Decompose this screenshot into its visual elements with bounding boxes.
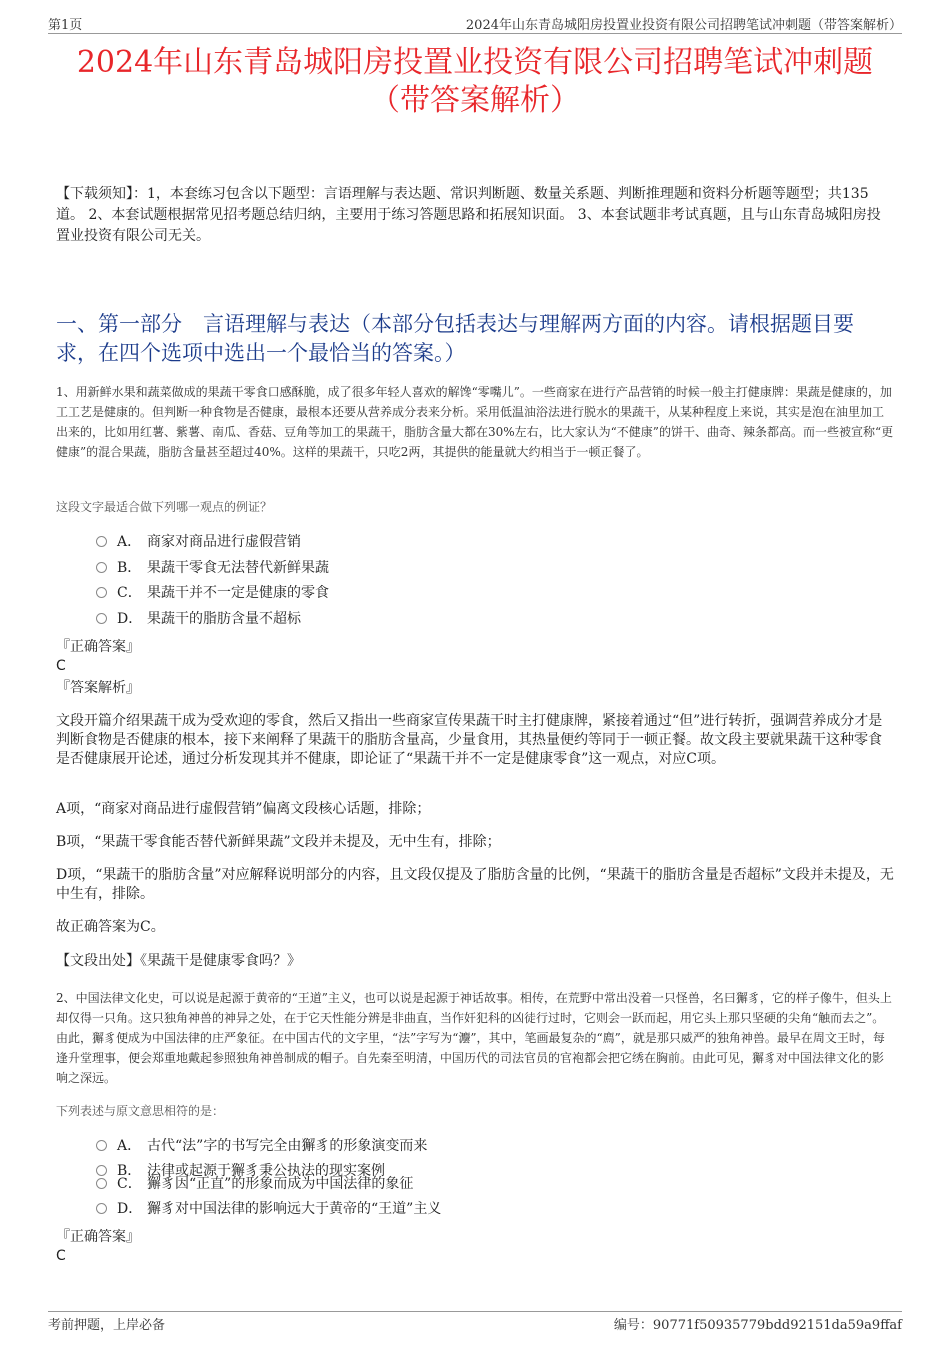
- q2-passage: 2、中国法律文化史，可以说是起源于黄帝的“王道”主义，也可以说是起源于神话故事。相传，在荒野中常出没着一只怪兽，名曰獬豸，它的样子像牛，但头上却仅得一只角。这只独角神兽的神异之处，在于它天性能分辨是非曲直，当作奸犯科的凶徒行过时，它则会一跃而起，用它头上那只坚硬的尖角“触而去之”。由此，獬豸便成为中国法律的庄严象征。在中国古代的文字里，“法”字写为“灋”，其中，笔画最复杂的“廌”，就是那只威严的独角神兽。最早在周文王时，每逢升堂理事，便会郑重地戴起参照独角神兽制成的帽子。自先秦至明清，中国历代的司法官员的官袍都会把它绣在胸前。由此可见，獬豸对中国法律文化的影响之深远。: [56, 991, 892, 1085]
- title-line-2: （带答案解析）: [370, 83, 580, 118]
- q2-option-c[interactable]: C． 獬豸因“正直”的形象而成为中国法律的象征: [96, 1174, 413, 1194]
- q2-option-d[interactable]: D． 獬豸对中国法律的影响远大于黄帝的“王道”主义: [96, 1199, 441, 1219]
- radio-icon[interactable]: [96, 613, 107, 624]
- footer-doc-id: 编号：90771f50935779bdd92151da59a9ffaf: [613, 1318, 902, 1333]
- q1-note-b: B项，“果蔬干零食能否替代新鲜果蔬”文段并未提及，无中生有，排除；: [56, 834, 501, 850]
- q1-option-d[interactable]: D． 果蔬干的脂肪含量不超标: [96, 609, 301, 629]
- q1-note-d: D项，“果蔬干的脂肪含量”对应解释说明部分的内容，且文段仅提及了脂肪含量的比例，“果蔬干的脂肪含量是否超标”文段并未提及，无中生有，排除。: [56, 867, 894, 902]
- radio-icon[interactable]: [96, 1203, 107, 1214]
- q1-analysis: 文段开篇介绍果蔬干成为受欢迎的零食，然后又指出一些商家宣传果蔬干时主打健康牌，紧接着通过“但”进行转折，强调营养成分才是判断食物是否健康的根本，接下来阐释了果蔬干的脂肪含量高，少量食用，其热量便约等同于一顿正餐。故文段主要就果蔬干这种零食是否健康展开论述，通过分析发现其并不健康，即论证了“果蔬干并不一定是健康零食”这一观点，对应C项。: [56, 713, 883, 767]
- q1-question: 这段文字最适合做下列哪一观点的例证？: [56, 500, 273, 514]
- radio-icon[interactable]: [96, 1140, 107, 1151]
- q1-passage: 1、用新鲜水果和蔬菜做成的果蔬干零食口感酥脆，成了很多年轻人喜欢的解馋“零嘴儿”。一些商家在进行产品营销的时候一般主打健康牌：果蔬是健康的，加工工艺是健康的。但判断一种食物是否健康，最根本还要从营养成分表来分析。采用低温油浴法进行脱水的果蔬干，从某种程度上来说，其实是泡在油里加工出来的，比如用红薯、紫薯、南瓜、香菇、豆角等加工的果蔬干，脂肪含量大都在30%左右，比大家认为“不健康”的饼干、曲奇、辣条都高。而一些被宣称“更健康”的混合果蔬，脂肪含量甚至超过40%。这样的果蔬干，只吃2两，其提供的能量就大约相当于一顿正餐了。: [56, 385, 894, 459]
- document-title: [48, 44, 902, 120]
- download-notice: 【下载须知】：1，本套练习包含以下题型：言语理解与表达题、常识判断题、数量关系题、判断推理题和资料分析题等题型；共135道。 2、本套试题根据常见招考题总结归纳，主要用于练习答题思路和拓展知识面。 3、本套试题非考试真题，且与山东青岛城阳房投置业投资有限公司无关。: [56, 186, 881, 244]
- q1-note-a: A项，“商家对商品进行虚假营销”偏离文段核心话题，排除；: [56, 801, 431, 817]
- q1-answer: C: [56, 658, 66, 674]
- radio-icon[interactable]: [96, 1178, 107, 1189]
- q1-option-a[interactable]: A． 商家对商品进行虚假营销: [96, 532, 301, 552]
- footer-slogan: 考前押题，上岸必备: [48, 1318, 166, 1333]
- footer-divider: [48, 1311, 902, 1312]
- radio-icon[interactable]: [96, 536, 107, 547]
- q1-option-b[interactable]: B． 果蔬干零食无法替代新鲜果蔬: [96, 558, 329, 578]
- section-title: 一、第一部分 言语理解与表达（本部分包括表达与理解两方面的内容。请根据题目要求，在四个选项中选出一个最恰当的答案。）: [56, 312, 854, 365]
- radio-icon[interactable]: [96, 587, 107, 598]
- q2-answer: C: [56, 1248, 66, 1264]
- q2-option-a[interactable]: A． 古代“法”字的书写完全由獬豸的形象演变而来: [96, 1136, 427, 1156]
- q1-conclusion: 故正确答案为C。: [56, 919, 165, 935]
- radio-icon[interactable]: [96, 562, 107, 573]
- q1-source: 【文段出处】《果蔬干是健康零食吗？》: [56, 953, 301, 969]
- q2-option-b[interactable]: B． 法律或起源于獬豸秉公执法的现实案例: [96, 1161, 385, 1181]
- q1-analysis-label: 『答案解析』: [56, 680, 140, 696]
- header-doc-title: 2024年山东青岛城阳房投置业投资有限公司招聘笔试冲刺题（带答案解析）: [465, 18, 902, 33]
- q1-answer-label: 『正确答案』: [56, 639, 140, 655]
- q1-option-c[interactable]: C． 果蔬干并不一定是健康的零食: [96, 583, 329, 603]
- page-number: 第1页: [48, 18, 83, 33]
- title-line-1: 2024年山东青岛城阳房投置业投资有限公司招聘笔试冲刺题: [76, 45, 874, 80]
- q2-answer-label: 『正确答案』: [56, 1229, 140, 1245]
- q2-question: 下列表述与原文意思相符的是：: [56, 1104, 225, 1118]
- header-divider: [48, 33, 902, 34]
